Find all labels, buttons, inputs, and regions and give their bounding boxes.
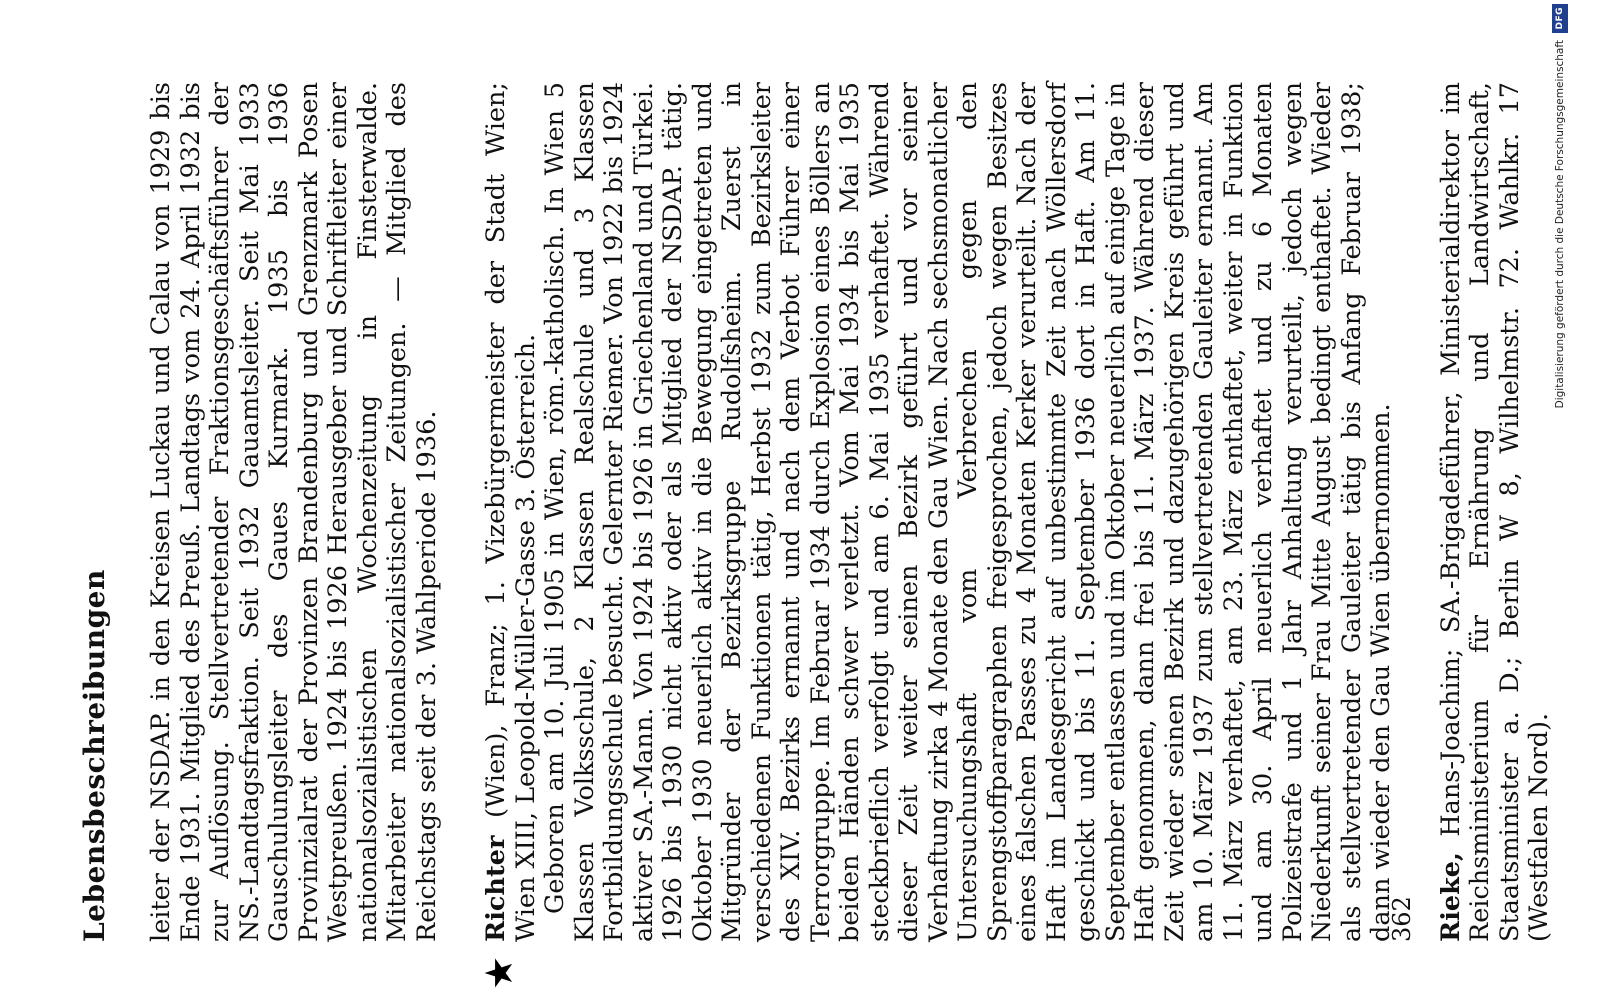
entry-paragraph: leiter der NSDAP. in den Kreisen Luckau und Calau von 1929 bis Ende 1931. Mitglied des Preuß. Landtags vom 24. April 1932 bis zur Auflösung. Stellvertretender Fraktionsgeschäftsführer der NS.-Landtagsfraktion. Seit 1932 Gauamtsleiter. Seit Mai 1933 Gauschulungsleiter des Gaues Kurmark. 1935 bis 1936 Provinzialrat der Provinzen Brandenburg und Grenzmark Posen Westpreußen. 1924 bis 1926 Herausgeber und Schriftleiter einer nationalsozialistischen Wochenzeitung in Finsterwalde. Mitarbeiter nationalsozialistischer Zeitungen. — Mitglied des Reichstags seit der 3. Wahlperiode 1936. xyxy=(146,82,442,942)
page-body xyxy=(78,82,1595,990)
entry-header-text: (Wien), Franz; 1. Vizebürgermeister der Stadt Wien; Wien XIII, Leopold-Müller-Gasse 3. Österreich. xyxy=(481,82,541,942)
entry-header-text: Hans-Joachim; SA.-Brigadeführer, Ministerialdirektor im Reichsministerium für Ernährung und Landwirtschaft, Staatsminister a. D.; Berlin W 8, Wilhelmstr. 72. Wahlkr. 17 (Westfalen Nord). xyxy=(1435,82,1554,942)
biography-entry-continued xyxy=(147,82,442,942)
biography-entry-rieke xyxy=(1437,82,1555,942)
page-number: 362 xyxy=(1388,896,1416,942)
entry-name: Richter xyxy=(481,835,511,942)
scan-credit-label: Digitalisierung gefördert durch die Deutsche Forschungsgemeinschaft xyxy=(1554,40,1566,409)
scan-credit-strip xyxy=(1553,0,1593,1000)
running-head: Lebensbeschreibungen xyxy=(78,569,111,942)
entry-paragraph: Geboren am 10. Juli 1905 in Wien, röm.-katholisch. In Wien 5 Klassen Volksschule, 2 Klassen Realschule und 3 Klassen Fortbildungsschule besucht. Gelernter Riemer. Von 1922 bis 1924 aktiver SA.-Mann. Von 1924 bis 1926 in Griechenland und Türkei. 1926 bis 1930 nicht aktiv oder als Mitglied der NSDAP. tätig. Oktober 1930 neuerlich aktiv in die Bewegung eingetreten und Mitgründer der Bezirksgruppe Rudolfsheim. Zuerst in verschiedenen Funktionen tätig, Herbst 1932 zum Bezirksleiter des XIV. Bezirks ernannt und nach dem Verbot Führer einer Terrorgruppe. Im Februar 1934 durch Explosion eines Böllers an beiden Händen schwer verletzt. Vom Mai 1934 bis Mai 1935 steckbrieflich verfolgt und am 6. Mai 1935 verhaftet. Während dieser Zeit weiter seinen Bezirk geführt und vor seiner Verhaftung zirka 4 Monate den Gau Wien. Nach sechsmonatlicher Untersuchungshaft vom Verbrechen gegen den Sprengstoffparagraphen freigesprochen, jedoch wegen Besitzes eines falschen Passes zu 4 Monaten Kerker verurteilt. Nach der Haft im Landesgericht auf unbestimmte Zeit nach Wöllersdorf geschickt und bis 11. September 1936 dort in Haft. Am 11. September entlassen und im Oktober neuerlich auf einige Tage in Haft genommen, dann frei bis 11. März 1937. Während dieser Zeit wieder seinen Bezirk und dazugehörigen Kreis geführt und am 10. März 1937 zum stellvertretenden Gauleiter ernannt. Am 11. März verhaftet, am 23. März enthaftet, weiter in Funktion und am 30. April neuerlich verhaftet und zu 6 Monaten Polizeistrafe und 1 Jahr Anhaltung verurteilt, jedoch wegen Niederkunft seiner Frau Mitte August bedingt enthaftet. Wieder als stellvertretender Gauleiter tätig bis Anfang Februar 1938; dann wieder den Gau Wien übernommen. xyxy=(540,82,1396,942)
entry-header-paragraph xyxy=(482,82,541,942)
entry-header-paragraph xyxy=(1437,82,1555,942)
scan-credit-text xyxy=(1553,0,1593,1000)
star-icon: ★ xyxy=(477,955,521,990)
entry-name: Rieke, xyxy=(1435,852,1466,942)
biography-entry-richter xyxy=(477,82,1397,990)
dfg-logo: DFG xyxy=(1552,4,1568,33)
